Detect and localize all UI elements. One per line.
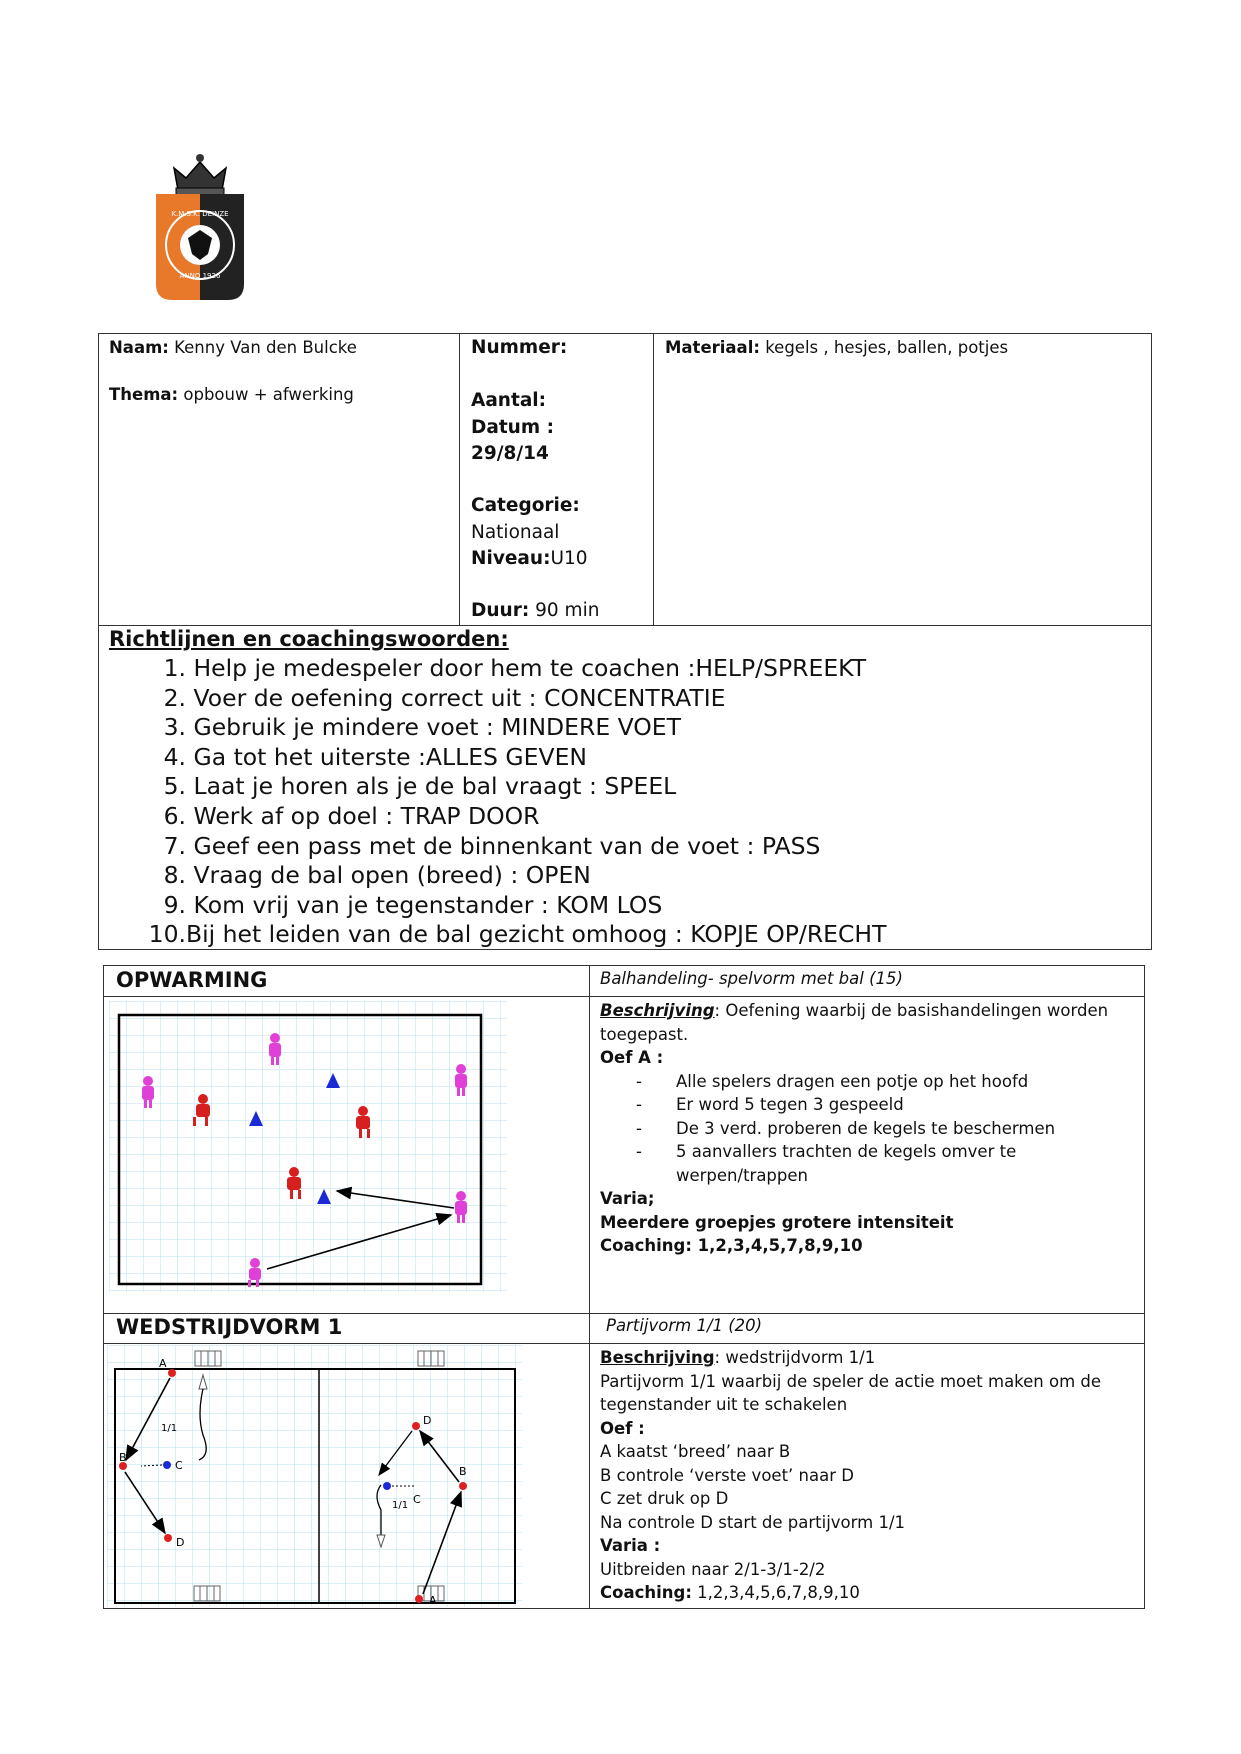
svg-text:C: C <box>175 1459 183 1472</box>
svg-text:1/1: 1/1 <box>161 1423 178 1434</box>
nummer-field: Nummer: <box>471 337 568 358</box>
svg-text:D: D <box>423 1414 432 1427</box>
list-item: 6. Werk af op doel : TRAP DOOR <box>163 801 540 830</box>
svg-text:K.M.S.K. DEINZE: K.M.S.K. DEINZE <box>171 210 229 218</box>
wedstrijdvorm-description: Beschrijving: wedstrijdvorm 1/1 Partijvorm 1/1 waarbij de speler de actie moet maken om de tegenstander uit te schakelen Oef : A kaatst ‘breed’ naar B B controle ‘verste voet’ naar D C zet druk op D Na controle D start de partijvorm 1/1 Varia : Uitbreiden naar 2/1-3/1-2/2 Coaching: 1,2,3,4,5,6,7,8,9,10 <box>600 1348 1102 1602</box>
list-item: 7. Geef een pass met de binnenkant van de voet : PASS <box>163 831 821 860</box>
svg-text:1/1: 1/1 <box>392 1500 409 1511</box>
svg-text:A: A <box>429 1594 437 1607</box>
opwarming-description: Beschrijving: Oefening waarbij de basishandelingen worden toegepast. Oef A : - Alle spelers dragen een potje op het hoofd - Er word 5 tegen 3 gespeeld - De 3 verd. proberen de kegels te beschermen - 5 aanvallers trachten de kegels omver te werpen/trappen Varia; Meerdere groepjes grotere intensiteit Coaching: 1,2,3,4,5,7,8,9,10 <box>600 999 1140 1258</box>
richtlijnen-list <box>147 654 886 950</box>
exercise-table <box>103 965 1145 1609</box>
list-item: - Er word 5 tegen 3 gespeeld <box>636 1095 904 1114</box>
list-item: 10.Bij het leiden van de bal gezicht omhoog : KOPJE OP/RECHT <box>148 920 887 949</box>
crown-icon <box>174 154 226 196</box>
svg-text:D: D <box>176 1536 185 1549</box>
list-item: 2. Voer de oefening correct uit : CONCENTRATIE <box>163 683 726 712</box>
list-item: - De 3 verd. proberen de kegels te beschermen <box>636 1118 1056 1138</box>
thema-field: Thema: opbouw + afwerking <box>109 385 354 404</box>
club-logo <box>152 150 248 304</box>
svg-text:B: B <box>119 1451 127 1464</box>
duur-field: Duur: 90 min <box>471 600 600 621</box>
svg-text:ANNO 1926: ANNO 1926 <box>179 272 221 280</box>
opwarming-title: OPWARMING <box>116 968 268 992</box>
aantal-field: Aantal: Datum : 29/8/14 <box>471 390 554 464</box>
svg-text:A: A <box>159 1357 167 1370</box>
wedstrijdvorm-title: WEDSTRIJDVORM 1 <box>116 1315 343 1339</box>
list-item: 8. Vraag de bal open (breed) : OPEN <box>163 861 591 890</box>
svg-text:C: C <box>413 1493 421 1506</box>
wedstrijdvorm-diagram <box>107 1345 522 1607</box>
richtlijnen-section <box>109 626 509 652</box>
wedstrijdvorm-subtitle: Partijvorm 1/1 (20) <box>606 1316 763 1335</box>
list-item: - Alle spelers dragen een potje op het hoofd <box>636 1071 1029 1091</box>
materiaal-field: Materiaal: kegels , hesjes, ballen, potjes <box>665 338 1009 357</box>
list-item: 4. Ga tot het uiterste :ALLES GEVEN <box>163 742 587 771</box>
categorie-field: Categorie: Nationaal Niveau:U10 <box>471 495 588 569</box>
list-item: 9. Kom vrij van je tegenstander : KOM LOS <box>163 890 663 919</box>
list-item: 3. Gebruik je mindere voet : MINDERE VOET <box>163 713 682 742</box>
richtlijnen-title: Richtlijnen en coachingswoorden: <box>109 627 509 651</box>
list-item: 5. Laat je horen als je de bal vraagt : SPEEL <box>163 772 677 801</box>
list-item: - 5 aanvallers trachten de kegels omver te werpen/trappen <box>636 1142 1017 1185</box>
training-header-table <box>98 333 1152 950</box>
naam-field: Naam: Kenny Van den Bulcke <box>109 338 357 357</box>
opwarming-diagram <box>109 1001 507 1292</box>
opwarming-subtitle: Balhandeling- spelvorm met bal (15) <box>600 969 903 988</box>
svg-text:B: B <box>459 1465 467 1478</box>
list-item: 1. Help je medespeler door hem te coachen :HELP/SPREEKT <box>163 654 867 682</box>
